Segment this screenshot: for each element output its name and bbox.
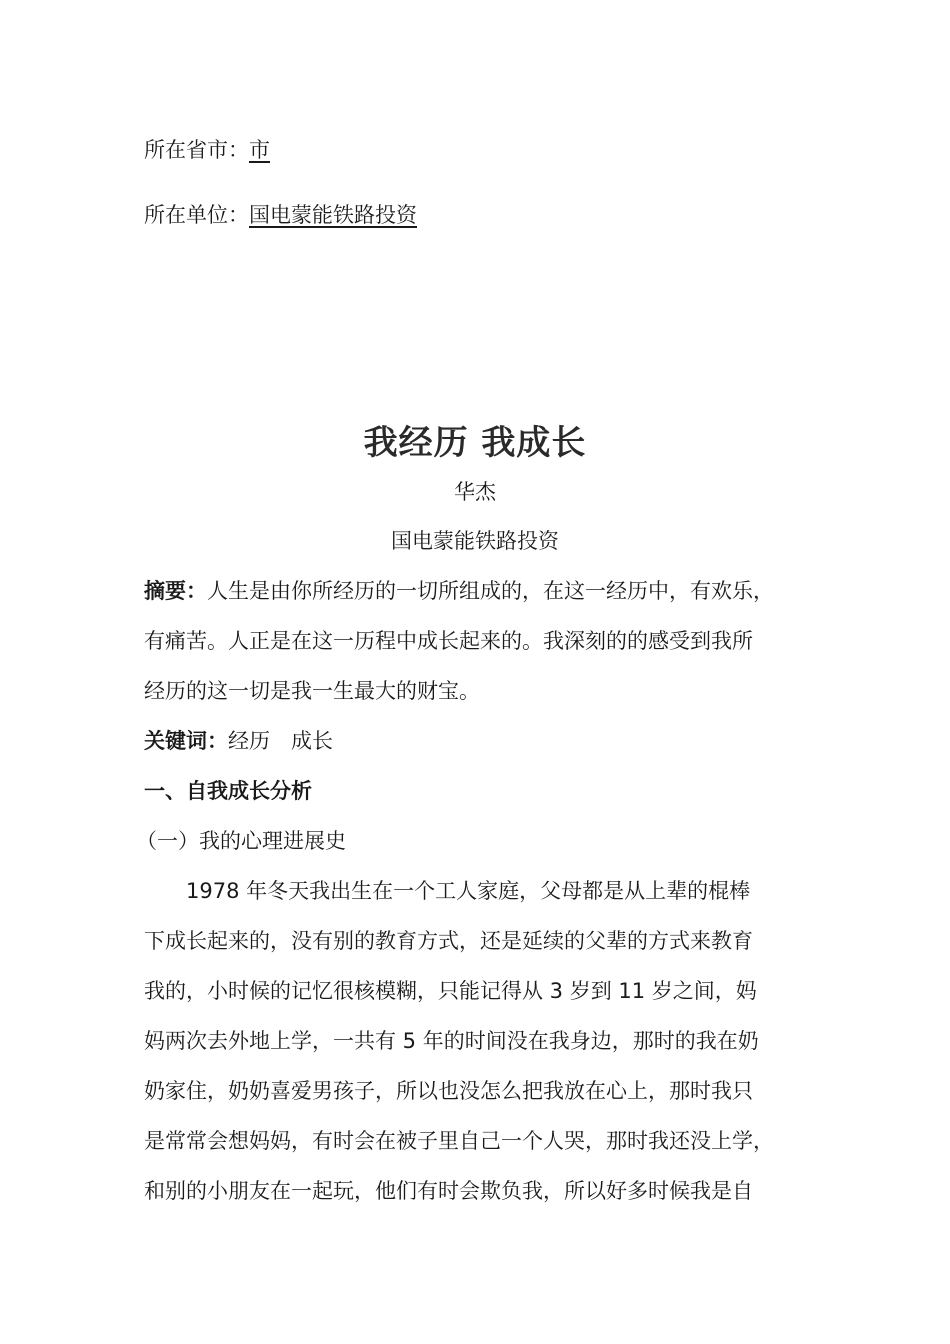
keywords-line xyxy=(144,716,824,766)
article-author: 华杰 xyxy=(454,480,496,504)
paragraph-line: 妈两次去外地上学，一共有 5 年的时间没在我身边，那时的我在奶 xyxy=(144,1029,759,1053)
unit-label: 所在单位： xyxy=(144,203,249,227)
abstract-block xyxy=(136,566,824,1216)
province-line xyxy=(144,135,270,165)
article-title: 我经历 我成长 xyxy=(363,423,587,463)
paragraph-line: 和别的小朋友在一起玩，他们有时会欺负我，所以好多时候我是自 xyxy=(144,1179,753,1203)
unit-line xyxy=(144,200,417,230)
keywords-label: 关键词： xyxy=(144,729,228,753)
article-affiliation: 国电蒙能铁路投资 xyxy=(391,529,559,553)
keywords-value: 经历 成长 xyxy=(228,729,333,753)
subsection-heading: （一）我的心理进展史 xyxy=(136,829,346,853)
abstract-line: 有痛苦。人正是在这一历程中成长起来的。我深刻的的感受到我所 xyxy=(144,629,753,653)
paragraph-line: 1978 年冬天我出生在一个工人家庭，父母都是从上辈的棍棒 xyxy=(144,879,751,903)
paragraph-line: 奶家住，奶奶喜爱男孩子，所以也没怎么把我放在心上，那时我只 xyxy=(144,1079,753,1103)
section-heading: 一、自我成长分析 xyxy=(144,779,312,803)
abstract-label: 摘要： xyxy=(144,579,207,603)
province-value: 市 xyxy=(249,138,270,162)
abstract-line: 摘要：人生是由你所经历的一切所组成的，在这一经历中，有欢乐， xyxy=(144,579,774,603)
unit-value: 国电蒙能铁路投资 xyxy=(249,203,417,227)
paragraph-line: 我的，小时候的记忆很核模糊，只能记得从 3 岁到 11 岁之间，妈 xyxy=(144,979,757,1003)
abstract-line: 经历的这一切是我一生最大的财宝。 xyxy=(144,679,480,703)
province-label: 所在省市： xyxy=(144,138,249,162)
paragraph-line: 下成长起来的，没有别的教育方式，还是延续的父辈的方式来教育 xyxy=(144,929,753,953)
paragraph-line: 是常常会想妈妈，有时会在被子里自己一个人哭，那时我还没上学， xyxy=(144,1129,774,1153)
